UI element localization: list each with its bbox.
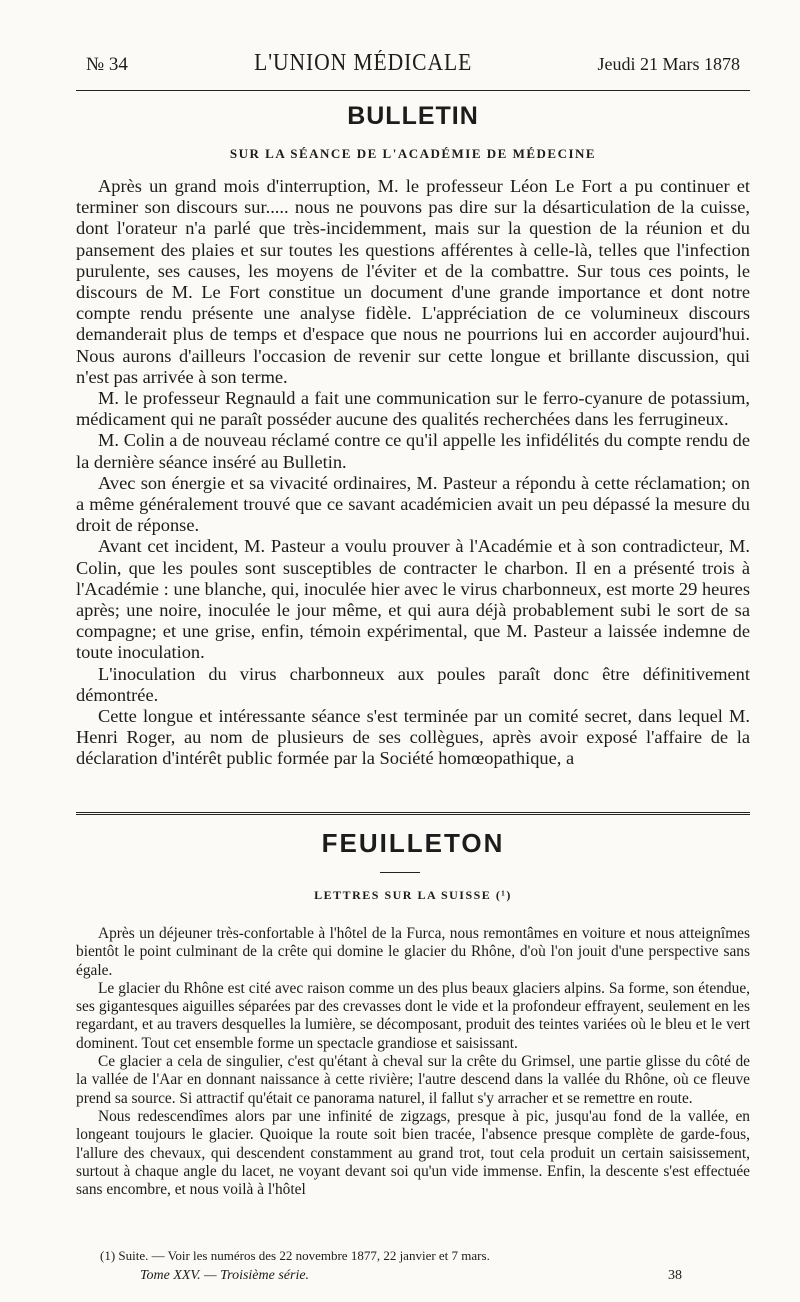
paragraph: M. Colin a de nouveau réclamé contre ce qu'il appelle les infidélités du compte rendu de la dernière séance inséré au Bulletin. bbox=[76, 430, 750, 472]
paragraph: Avant cet incident, M. Pasteur a voulu prouver à l'Académie et à son contradicteur, M. Colin, que les poules sont susceptibles de contracter le charbon. Il en a présenté trois à l'Académie : une blanche, qui, inoculée hier avec le virus charbonneux, est morte 29 heures après; une noire, inoculée le jour même, et qui aura déjà probablement subi le sort de sa compagne; et une grise, enfin, témoin expérimental, que M. Pasteur a laissée indemne de toute inoculation. bbox=[76, 536, 750, 663]
bulletin-subtitle: SUR LA SÉANCE DE L'ACADÉMIE DE MÉDECINE bbox=[229, 146, 597, 161]
header-rule bbox=[76, 90, 750, 91]
page-header bbox=[86, 50, 740, 82]
bulletin-title: BULLETIN bbox=[347, 102, 479, 130]
feuilleton-subtitle: LETTRES SUR LA SUISSE (¹) bbox=[314, 888, 512, 902]
journal-title: L'UNION MÉDICALE bbox=[253, 50, 472, 76]
page-footer bbox=[140, 1268, 682, 1284]
feuilleton-title: FEUILLETON bbox=[321, 828, 505, 858]
paragraph: M. le professeur Regnauld a fait une communication sur le ferro-cyanure de potassium, médicament qui ne paraît posséder aucune des qualités recherchées dans les ferrugineux. bbox=[76, 388, 750, 430]
paragraph: Cette longue et intéressante séance s'est terminée par un comité secret, dans lequel M. Henri Roger, au nom de plusieurs de ses collègues, après avoir exposé l'affaire de la déclaration d'intérêt public formée par la Société homœopathique, a bbox=[76, 706, 750, 769]
volume-info: Tome XXV. — Troisième série. bbox=[140, 1268, 310, 1283]
paragraph: L'inoculation du virus charbonneux aux poules paraît donc être définitivement démontrée. bbox=[76, 663, 750, 705]
issue-number: № 34 bbox=[86, 54, 128, 75]
feuilleton-body bbox=[76, 925, 750, 1199]
paragraph: Le glacier du Rhône est cité avec raison comme un des plus beaux glaciers alpins. Sa forme, son étendue, ses gigantesques aiguilles séparées par des crevasses dont le vide et la profondeur effrayent, seulement en les regardant, et au travers desquelles la lumière, se décomposant, produit des teintes variées où le bleu et le vert dominent. Tout cet ensemble forme un spectacle grandiose et saisissant. bbox=[76, 979, 750, 1052]
bulletin-body bbox=[76, 176, 750, 770]
paragraph: Après un déjeuner très-confortable à l'hôtel de la Furca, nous remontâmes en voiture et nous atteignîmes bientôt le point culminant de la crête qui domine le glacier du Rhône, d'où l'on jouit d'une perspective sans égale. bbox=[76, 925, 750, 979]
page-number: 38 bbox=[668, 1268, 682, 1283]
section-divider bbox=[76, 812, 750, 815]
paragraph: Nous redescendîmes alors par une infinité de zigzags, presque à pic, jusqu'au fond de la vallée, en longeant toujours le glacier. Quoique la route soit bien tracée, l'absence presque complète de garde-fous, l'allure des chevaux, qui descendent constamment au grand trot, tout cela produit un certain saisissement, surtout à chaque angle du lacet, ne voyant devant soi qu'un vide immense. Enfin, la descente s'est effectuée sans encombre, et nous voilà à l'hôtel bbox=[76, 1107, 750, 1199]
title-rule bbox=[380, 872, 420, 873]
paragraph: Avec son énergie et sa vivacité ordinaires, M. Pasteur a répondu à cette réclamation; on a même généralement trouvé que ce savant académicien avait un peu dépassé la mesure du droit de réponse. bbox=[76, 472, 750, 536]
footnote: (1) Suite. — Voir les numéros des 22 novembre 1877, 22 janvier et 7 mars. bbox=[100, 1248, 490, 1263]
paragraph: Ce glacier a cela de singulier, c'est qu'étant à cheval sur la crête du Grimsel, une partie glisse du côté de la vallée de l'Aar en donnant naissance à cette rivière; l'autre descend dans la vallée du Rhône, où ce fleuve prend sa source. Si attractif qu'était ce panorama naturel, il fallut s'y arracher et se remettre en route. bbox=[76, 1053, 750, 1107]
issue-date: Jeudi 21 Mars 1878 bbox=[597, 54, 740, 74]
paragraph: Après un grand mois d'interruption, M. le professeur Léon Le Fort a pu continuer et terminer son discours sur..... nous ne pouvons pas dire sur la désarticulation de la cuisse, dont l'orateur n'a parlé que très-incidemment, mais sur la question de la réunion et du pansement des plaies et sur toutes les questions afférentes à celle-là, telles que l'infection purulente, ses causes, les moyens de l'éviter et de la combattre. Sur tous ces points, le discours de M. Le Fort constitue un document d'une grande importance et dont notre compte rendu présente une analyse fidèle. L'appréciation de ce volumineux discours demanderait plus de temps et d'espace que nous ne pourrions lui en accorder aujourd'hui. Nous aurons d'ailleurs l'occasion de revenir sur cette longue et brillante discussion, qui n'est pas arrivée à son terme. bbox=[76, 176, 750, 387]
